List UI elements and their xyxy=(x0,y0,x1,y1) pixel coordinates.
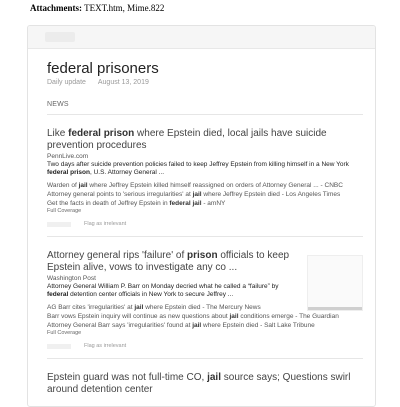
flag-irrelevant-link[interactable]: Flag as irrelevant xyxy=(84,221,127,227)
article-divider xyxy=(47,236,363,237)
related-text: conditions emerge - The Guardian xyxy=(238,313,339,320)
snippet-text: Attorney General William P. Barr on Monday decried what he called a “failure” by xyxy=(47,283,279,290)
related-text: where Jeffrey Epstein killed himself reassigned on orders of Attorney General ... - CNBC xyxy=(87,182,343,189)
related-text: - amNY xyxy=(201,200,226,207)
article-snippet xyxy=(47,161,363,177)
related-keyword: jail xyxy=(192,322,202,329)
share-icon[interactable] xyxy=(47,222,71,227)
google-logo-icon xyxy=(45,32,75,42)
related-link[interactable] xyxy=(47,321,363,330)
headline-text: officials to keep Epstein alive, vows to investigate any co ... xyxy=(47,250,290,273)
related-text: where Epstein died - The Mercury News xyxy=(143,304,261,311)
article-source: Washington Post xyxy=(47,275,96,282)
headline-text: where Epstein died, local jails have suicide prevention procedures xyxy=(47,128,327,151)
headline-keyword: jail xyxy=(207,372,221,383)
headline-text: Epstein guard was not full-time CO, xyxy=(47,372,208,383)
related-link[interactable] xyxy=(47,312,363,321)
snippet-keyword: federal xyxy=(47,291,69,298)
related-text: Attorney general points to 'serious irregularities' at xyxy=(47,191,193,198)
article-divider xyxy=(47,358,363,359)
flag-row xyxy=(47,342,363,352)
related-text: Get the facts in death of Jeffrey Epstein in xyxy=(47,200,170,207)
alert-card xyxy=(27,25,376,407)
related-link[interactable] xyxy=(47,181,363,190)
alert-title: federal prisoners xyxy=(47,60,159,77)
article-headline-link[interactable] xyxy=(47,372,363,396)
related-text: where Jeffrey Epstein died - Los Angeles Times xyxy=(201,191,341,198)
related-text: Barr vows Epstein inquiry will continue as new questions about xyxy=(47,313,230,320)
snippet-text: , U.S. Attorney General ... xyxy=(89,169,165,176)
snippet-keyword: federal prison xyxy=(47,169,90,176)
headline-keyword: federal prison xyxy=(68,128,135,139)
snippet-text: Two days after suicide prevention policies failed to keep Jeffrey Epstein from killing himself in a New York xyxy=(47,161,349,168)
related-keyword: jail xyxy=(229,313,239,320)
related-link[interactable] xyxy=(47,190,363,199)
article-source: PennLive.com xyxy=(47,153,89,160)
related-text: Warden of xyxy=(47,182,79,189)
article-thumbnail[interactable] xyxy=(307,255,363,311)
news-article xyxy=(47,128,363,230)
related-link[interactable] xyxy=(47,199,363,208)
full-coverage-link[interactable]: Full Coverage xyxy=(47,208,82,214)
card-header-bar xyxy=(28,26,375,49)
headline-keyword: prison xyxy=(187,250,218,261)
alert-meta xyxy=(47,79,363,86)
article-headline-link[interactable] xyxy=(47,128,363,152)
flag-irrelevant-link[interactable]: Flag as irrelevant xyxy=(84,343,127,349)
headline-text: source says; Questions swirl around detention center xyxy=(47,372,351,395)
related-keyword: federal jail xyxy=(169,200,202,207)
attachments-label: Attachments: xyxy=(30,3,82,13)
news-article xyxy=(47,372,363,396)
section-label: NEWS xyxy=(47,101,69,108)
headline-text: Like xyxy=(47,128,69,139)
attachments-value: TEXT.htm, Mime.822 xyxy=(84,3,165,13)
related-text: AG Barr cites 'irregularities' at xyxy=(47,304,135,311)
related-keyword: jail xyxy=(192,191,202,198)
related-text: where Epstein died - Salt Lake Tribune xyxy=(201,322,315,329)
related-text: Attorney General Barr says 'irregularities' found at xyxy=(47,322,193,329)
section-divider xyxy=(47,114,363,115)
alert-frequency: Daily update xyxy=(47,79,86,86)
related-keyword: jail xyxy=(78,182,88,189)
snippet-text: detention center officials in New York to secure Jeffrey ... xyxy=(68,291,234,298)
headline-text: Attorney general rips 'failure' of xyxy=(47,250,187,261)
alert-content xyxy=(28,60,375,396)
full-coverage-link[interactable]: Full Coverage xyxy=(47,330,82,336)
share-icon[interactable] xyxy=(47,344,71,349)
related-keyword: jail xyxy=(134,304,144,311)
attachments-line xyxy=(30,3,164,13)
flag-row xyxy=(47,220,363,230)
news-article xyxy=(47,250,363,352)
thumbnail-bar xyxy=(308,307,362,310)
alert-date: August 13, 2019 xyxy=(97,79,149,86)
